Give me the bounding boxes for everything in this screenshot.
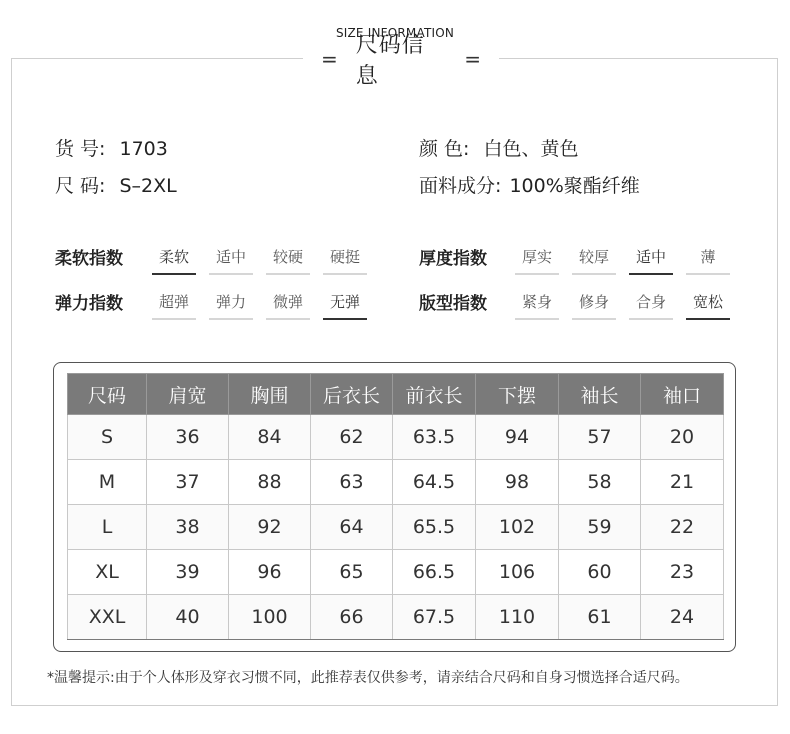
table-cell: 63.5 — [393, 415, 476, 460]
elasticity-option: 弹力 — [209, 291, 253, 320]
table-cell: 62 — [311, 415, 393, 460]
table-cell: 96 — [229, 550, 311, 595]
table-cell: 65 — [311, 550, 393, 595]
fit-option: 修身 — [572, 291, 616, 320]
table-cell: 23 — [641, 550, 724, 595]
table-cell: 58 — [559, 460, 641, 505]
material-value: 100%聚酯纤维 — [509, 175, 640, 197]
table-cell: 106 — [476, 550, 559, 595]
table-cell: 66.5 — [393, 550, 476, 595]
fit-option: 合身 — [629, 291, 673, 320]
table-cell: 60 — [559, 550, 641, 595]
table-cell: 61 — [559, 595, 641, 640]
table-row — [68, 505, 724, 550]
title-english: SIZE INFORMATION — [335, 26, 455, 40]
table-header-row — [68, 374, 724, 415]
column-header: 肩宽 — [147, 374, 229, 415]
table-cell: 64 — [311, 505, 393, 550]
table-cell: 22 — [641, 505, 724, 550]
size-table — [67, 373, 724, 640]
table-cell: 40 — [147, 595, 229, 640]
fit-option: 宽松 — [686, 291, 730, 320]
table-cell: S — [68, 415, 147, 460]
material-label: 面料成分: — [419, 175, 502, 197]
size-range-label: 尺 码: — [55, 175, 106, 197]
table-row — [68, 415, 724, 460]
color-value: 白色、黄色 — [483, 138, 579, 160]
thickness-option: 厚实 — [515, 246, 559, 275]
table-cell: XXL — [68, 595, 147, 640]
table-cell: XL — [68, 550, 147, 595]
table-cell: 98 — [476, 460, 559, 505]
table-cell: 63 — [311, 460, 393, 505]
left-equals-mark: = — [321, 47, 338, 71]
elasticity-index-label: 弹力指数 — [55, 294, 123, 314]
thickness-option: 适中 — [629, 246, 673, 275]
table-cell: 24 — [641, 595, 724, 640]
size-range-info — [55, 171, 177, 198]
fit-option: 紧身 — [515, 291, 559, 320]
material-info — [419, 171, 640, 198]
right-equals-mark: = — [464, 47, 481, 71]
table-cell: 38 — [147, 505, 229, 550]
size-range-value: S–2XL — [119, 175, 177, 197]
column-header: 后衣长 — [311, 374, 393, 415]
column-header: 下摆 — [476, 374, 559, 415]
table-cell: 37 — [147, 460, 229, 505]
column-header: 前衣长 — [393, 374, 476, 415]
table-cell: L — [68, 505, 147, 550]
item-number-label: 货 号: — [55, 138, 106, 160]
table-cell: 100 — [229, 595, 311, 640]
section-header — [0, 0, 790, 89]
table-row — [68, 550, 724, 595]
column-header: 尺码 — [68, 374, 147, 415]
table-cell: 67.5 — [393, 595, 476, 640]
table-cell: 102 — [476, 505, 559, 550]
color-info — [419, 134, 579, 161]
column-header: 袖口 — [641, 374, 724, 415]
column-header: 胸围 — [229, 374, 311, 415]
table-row — [68, 595, 724, 640]
softness-index-label: 柔软指数 — [55, 249, 123, 269]
table-cell: 66 — [311, 595, 393, 640]
table-row — [68, 460, 724, 505]
softness-option: 柔软 — [152, 246, 196, 275]
elasticity-option: 无弹 — [323, 291, 367, 320]
table-cell: 57 — [559, 415, 641, 460]
table-cell: 84 — [229, 415, 311, 460]
table-cell: 110 — [476, 595, 559, 640]
softness-option: 适中 — [209, 246, 253, 275]
fit-index-label: 版型指数 — [419, 294, 487, 314]
item-number-info — [55, 134, 168, 161]
elasticity-option: 超弹 — [152, 291, 196, 320]
table-cell: M — [68, 460, 147, 505]
size-tip-note: *温馨提示:由于个人体形及穿衣习惯不同，此推荐表仅供参考，请亲结合尺码和自身习惯选择合适尺码。 — [47, 670, 689, 686]
elasticity-option: 微弹 — [266, 291, 310, 320]
table-cell: 20 — [641, 415, 724, 460]
softness-option: 较硬 — [266, 246, 310, 275]
softness-option: 硬挺 — [323, 246, 367, 275]
color-label: 颜 色: — [419, 138, 470, 160]
table-cell: 59 — [559, 505, 641, 550]
table-cell: 39 — [147, 550, 229, 595]
title-chinese: 尺码信息 — [355, 33, 425, 89]
table-cell: 64.5 — [393, 460, 476, 505]
thickness-index-label: 厚度指数 — [419, 249, 487, 269]
table-cell: 92 — [229, 505, 311, 550]
table-cell: 94 — [476, 415, 559, 460]
thickness-option: 较厚 — [572, 246, 616, 275]
item-number-value: 1703 — [119, 138, 168, 160]
table-cell: 65.5 — [393, 505, 476, 550]
thickness-option: 薄 — [686, 246, 730, 275]
table-cell: 88 — [229, 460, 311, 505]
table-cell: 21 — [641, 460, 724, 505]
column-header: 袖长 — [559, 374, 641, 415]
table-cell: 36 — [147, 415, 229, 460]
